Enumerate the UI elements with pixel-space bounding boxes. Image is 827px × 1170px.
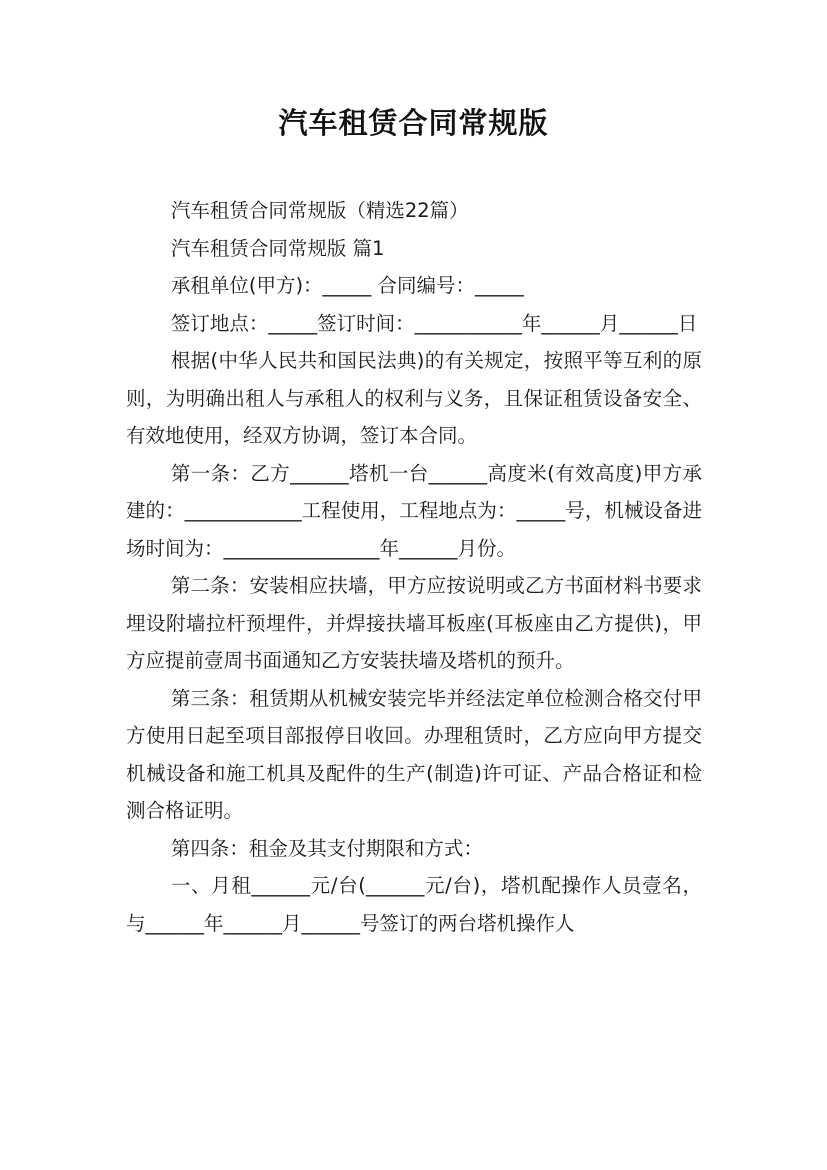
section-heading: 汽车租赁合同常规版 篇1 [170, 236, 385, 260]
signing-info-line: 签订地点：_____签订时间：___________年______月______日 [170, 311, 698, 335]
party-a-line: 承租单位(甲方)：_____ 合同编号：_____ [170, 274, 524, 297]
article-4-item-1: 一、月租______元/台(______元/台)，塔机配操作人员壹名，与______年______月______号签订的两台塔机操作人 [126, 874, 702, 935]
document-title: 汽车租赁合同常规版 [278, 106, 549, 140]
preamble-paragraph: 根据(中华人民共和国民法典)的有关规定，按照平等互利的原则，为明确出租人与承租人的权利与义务，且保证租赁设备安全、有效地使用，经双方协调，签订本合同。 [126, 349, 702, 447]
article-4: 第四条：租金及其支付期限和方式： [170, 836, 483, 860]
document-body [126, 192, 702, 942]
article-3: 第三条：租赁期从机械安装完毕并经法定单位检测合格交付甲方使用日起至项目部报停日收回。办理租赁时，乙方应向甲方提交机械设备和施工机具及配件的生产(制造)许可证、产品合格证和检测合格证明。 [126, 686, 702, 822]
article-1: 第一条：乙方______塔机一台______高度米(有效高度)甲方承建的：____________工程使用，工程地点为：_____号，机械设备进场时间为：________________年______月份。 [126, 461, 702, 560]
article-2: 第二条：安装相应扶墙，甲方应按说明或乙方书面材料书要求埋设附墙拉杆预埋件，并焊接扶墙耳板座(耳板座由乙方提供)，甲方应提前壹周书面通知乙方安装扶墙及塔机的预升。 [126, 574, 702, 672]
subtitle-paragraph: 汽车租赁合同常规版（精选22篇） [170, 199, 469, 222]
